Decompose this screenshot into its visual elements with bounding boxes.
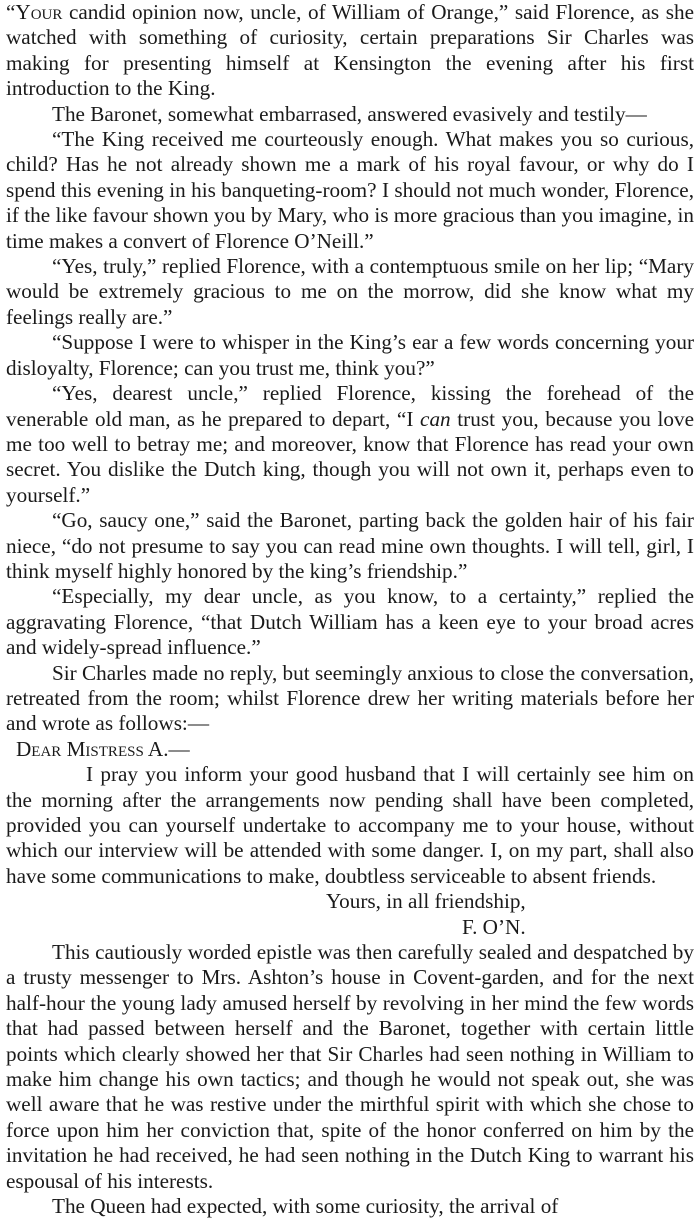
letter-salutation: Dear Mistress A.— (16, 736, 190, 761)
paragraph-7: “Go, saucy one,” said the Baronet, parting back the golden hair of his fair niece, “do not presume to say you can read mine own thoughts. I will tell, girl, I think myself highly honored by the king’s friendship.” (6, 508, 694, 583)
paragraph-4: “Yes, truly,” replied Florence, with a contemptuous smile on her lip; “Mary would be extremely gracious to me on the morrow, did she know what my feelings really are.” (6, 254, 694, 329)
paragraph-text-post: trust you, because you love me too well to betray me; and moreover, know that Florence has read your own secret. You dislike the Dutch king, though you will not own it, perhaps even to yourself.” (6, 406, 694, 507)
paragraph-text: candid opinion now, uncle, of William of Orange,” said Florence, as she watched with something of curiosity, certain preparations Sir Charles was making for presenting himself at Kensington the evening after his first introduction to the King. (6, 0, 694, 101)
paragraph-9: Sir Charles made no reply, but seemingly anxious to close the conversation, retreated from the room; whilst Florence drew her writing materials before her and wrote as follows:— (6, 660, 694, 736)
paragraph-5: “Suppose I were to whisper in the King’s ear a few words concerning your disloyalty, Florence; can you trust me, think you?” (6, 330, 694, 380)
paragraph-lead-word: “Your (6, 0, 63, 24)
document-page (6, 0, 694, 1219)
paragraph-emphasis: can (420, 406, 451, 431)
letter-closing: Yours, in all friendship, (326, 889, 526, 914)
letter-body: I pray you inform your good husband that I will certainly see him on the morning after the arrangements now pending shall have been completed, provided you can yourself undertake to accompany me to your house, without which our interview will be attended with some danger. I, on my part, shall also have some communications to make, doubtless serviceable to absent friends. (6, 762, 694, 888)
paragraph-3: “The King received me courteously enough. What makes you so curious, child? Has he not already shown me a mark of his royal favour, or why do I spend this evening in his banqueting-room? I should not much wonder, Florence, if the like favour shown you by Mary, who is more gracious than you imagine, in time makes a convert of Florence O’Neill.” (6, 127, 694, 253)
paragraph-text-pre: “Yes, dearest uncle,” replied Florence, kissing the forehead of the venerable old man, as he prepared to depart, “I (6, 381, 694, 431)
paragraph-1 (6, 0, 694, 102)
paragraph-2: The Baronet, somewhat embarrased, answered evasively and testily— (52, 101, 647, 126)
paragraph-8: “Especially, my dear uncle, as you know, to a certainty,” replied the aggravating Florence, “that Dutch William has a keen eye to your broad acres and widely-spread influence.” (6, 584, 694, 660)
letter-signature: F. O’N. (462, 914, 526, 939)
paragraph-6 (6, 381, 694, 508)
paragraph-10: This cautiously worded epistle was then carefully sealed and despatched by a trusty messenger to Mrs. Ashton’s house in Covent-garden, and for the next half-hour the young lady amused herself by revolving in her mind the few words that had passed between herself and the Baronet, together with certain little points which clearly showed her that Sir Charles had seen nothing in William to make him change his own tactics; and though he would not speak out, she was well aware that he was restive under the mirthful spirit with which she chose to force upon him her conviction that, spite of the honor conferred on him by the invitation he had received, he had seen nothing in the Dutch King to warrant his espousal of his interests. (6, 940, 694, 1193)
paragraph-11: The Queen had expected, with some curiosity, the arrival of (52, 1194, 559, 1219)
